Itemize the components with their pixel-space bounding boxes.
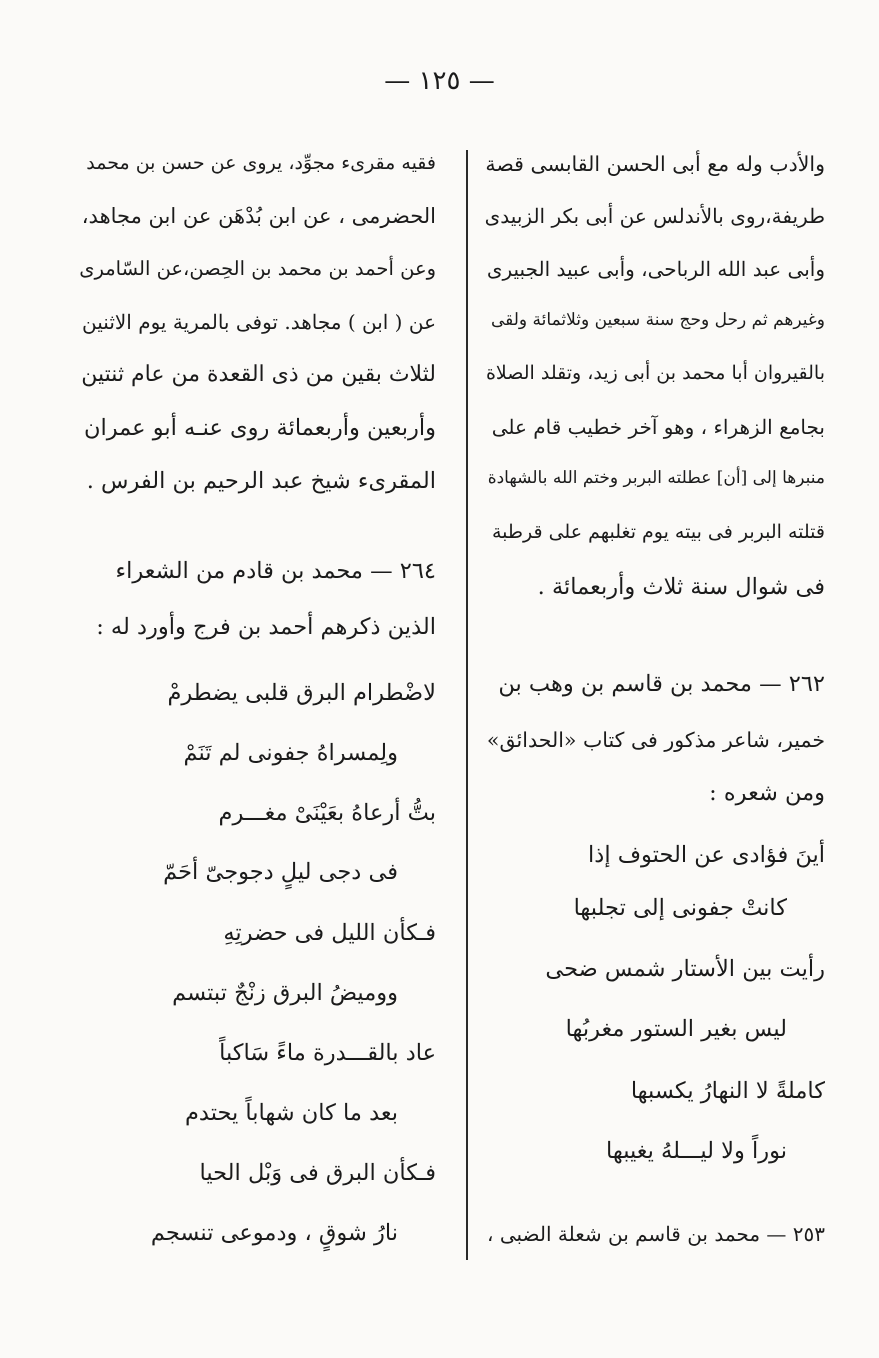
verse-line: بتُّ أرعاهُ بعَيْنَىْ مغـــرم bbox=[218, 800, 436, 826]
right-line-2: طريفة،روى بالأندلس عن أبى بكر الزبيدى bbox=[484, 204, 825, 228]
left-line-1: فقيه مقرىء مجوِّد، يروى عن حسن بن محمد bbox=[86, 152, 436, 174]
right-line-5: بالقيروان أبا محمد بن أبى زيد، وتقلد الصلاة bbox=[485, 362, 825, 384]
left-line-9: الذين ذكرهم أحمد بن فرج وأورد له : bbox=[96, 614, 436, 640]
verse-line: ولِمسراهُ جفونى لم تَنَمْ bbox=[183, 740, 398, 766]
left-line-6: وأربعين وأربعمائة روى عنـه أبو عمران bbox=[83, 415, 436, 441]
left-line-3: وعن أحمد بن محمد بن الحِصن،عن السّامرى bbox=[79, 257, 436, 280]
page-number: — ١٢٥ — bbox=[384, 66, 495, 96]
column-divider bbox=[466, 150, 468, 1260]
right-line-7: منبرها إلى [أن] عطلته البربر وختم الله بالشهادة bbox=[487, 468, 825, 488]
left-line-4: عن ( ابن ) مجاهد. توفى بالمرية يوم الاثنين bbox=[82, 310, 436, 334]
entry-262-heading: ٢٦٢ — محمد بن قاسم بن وهب بن bbox=[498, 671, 825, 697]
verse-line: كاملةً لا النهارُ يكسبها bbox=[630, 1078, 825, 1104]
verse-line: فـكأن الليل فى حضرتِهِ bbox=[223, 920, 436, 946]
right-line-11: خمير، شاعر مذكور فى كتاب «الحدائق» bbox=[486, 728, 825, 752]
left-line-2: الحضرمى ، عن ابن بُدْهَن عن ابن مجاهد، bbox=[81, 204, 436, 228]
verse-line: بعد ما كان شهاباً يحتدم bbox=[184, 1100, 398, 1126]
right-line-8: قتلته البربر فى بيته يوم تغلبهم على قرطبة bbox=[491, 521, 825, 543]
verse-line: كانتْ جفونى إلى تجلبها bbox=[573, 895, 787, 921]
verse-line: لاضْطرام البرق قلبى يضطرمْ bbox=[167, 680, 436, 706]
verse-line: ليس بغير الستور مغربُها bbox=[565, 1016, 787, 1042]
verse-line: عاد بالقـــدرة ماءً سَاكباً bbox=[219, 1040, 436, 1066]
verse-line: نارُ شوقٍ ، ودموعى تنسجم bbox=[150, 1220, 398, 1246]
verse-line: رأيت بين الأستار شمس ضحى bbox=[545, 956, 825, 982]
left-line-5: لثلاث بقين من ذى القعدة من عام ثنتين bbox=[81, 362, 436, 387]
verse-line: أينَ فؤادى عن الحتوف إذا bbox=[588, 842, 825, 868]
verse-line: ووميضُ البرق زنْجٌ تبتسم bbox=[172, 980, 398, 1006]
right-line-1: والأدب وله مع أبى الحسن القابسى قصة bbox=[485, 152, 825, 176]
entry-264-heading: ٢٦٤ — محمد بن قادم من الشعراء bbox=[115, 558, 436, 584]
left-line-7: المقرىء شيخ عبد الرحيم بن الفرس . bbox=[86, 468, 436, 494]
verse-line: فـكأن البرق فى وَبْل الحيا bbox=[199, 1160, 436, 1186]
right-line-6: بجامع الزهراء ، وهو آخر خطيب قام على bbox=[491, 415, 825, 439]
right-line-9: فى شوال سنة ثلاث وأربعمائة . bbox=[537, 574, 825, 600]
right-line-4: وغيرهم ثم رحل وحج سنة سبعين وثلاثمائة ولقى bbox=[490, 310, 825, 330]
right-line-3: وأبى عبد الله الرباحى، وأبى عبيد الجبيرى bbox=[486, 257, 825, 281]
right-line-12: ومن شعره : bbox=[709, 780, 825, 806]
entry-253-heading: ٢٥٣ — محمد بن قاسم بن شعلة الضبى ، bbox=[487, 1222, 825, 1246]
verse-line: فى دجى ليلٍ دجوجىّ أحَمّ bbox=[163, 859, 398, 885]
verse-line: نوراً ولا ليـــلهُ يغيبها bbox=[605, 1138, 787, 1164]
